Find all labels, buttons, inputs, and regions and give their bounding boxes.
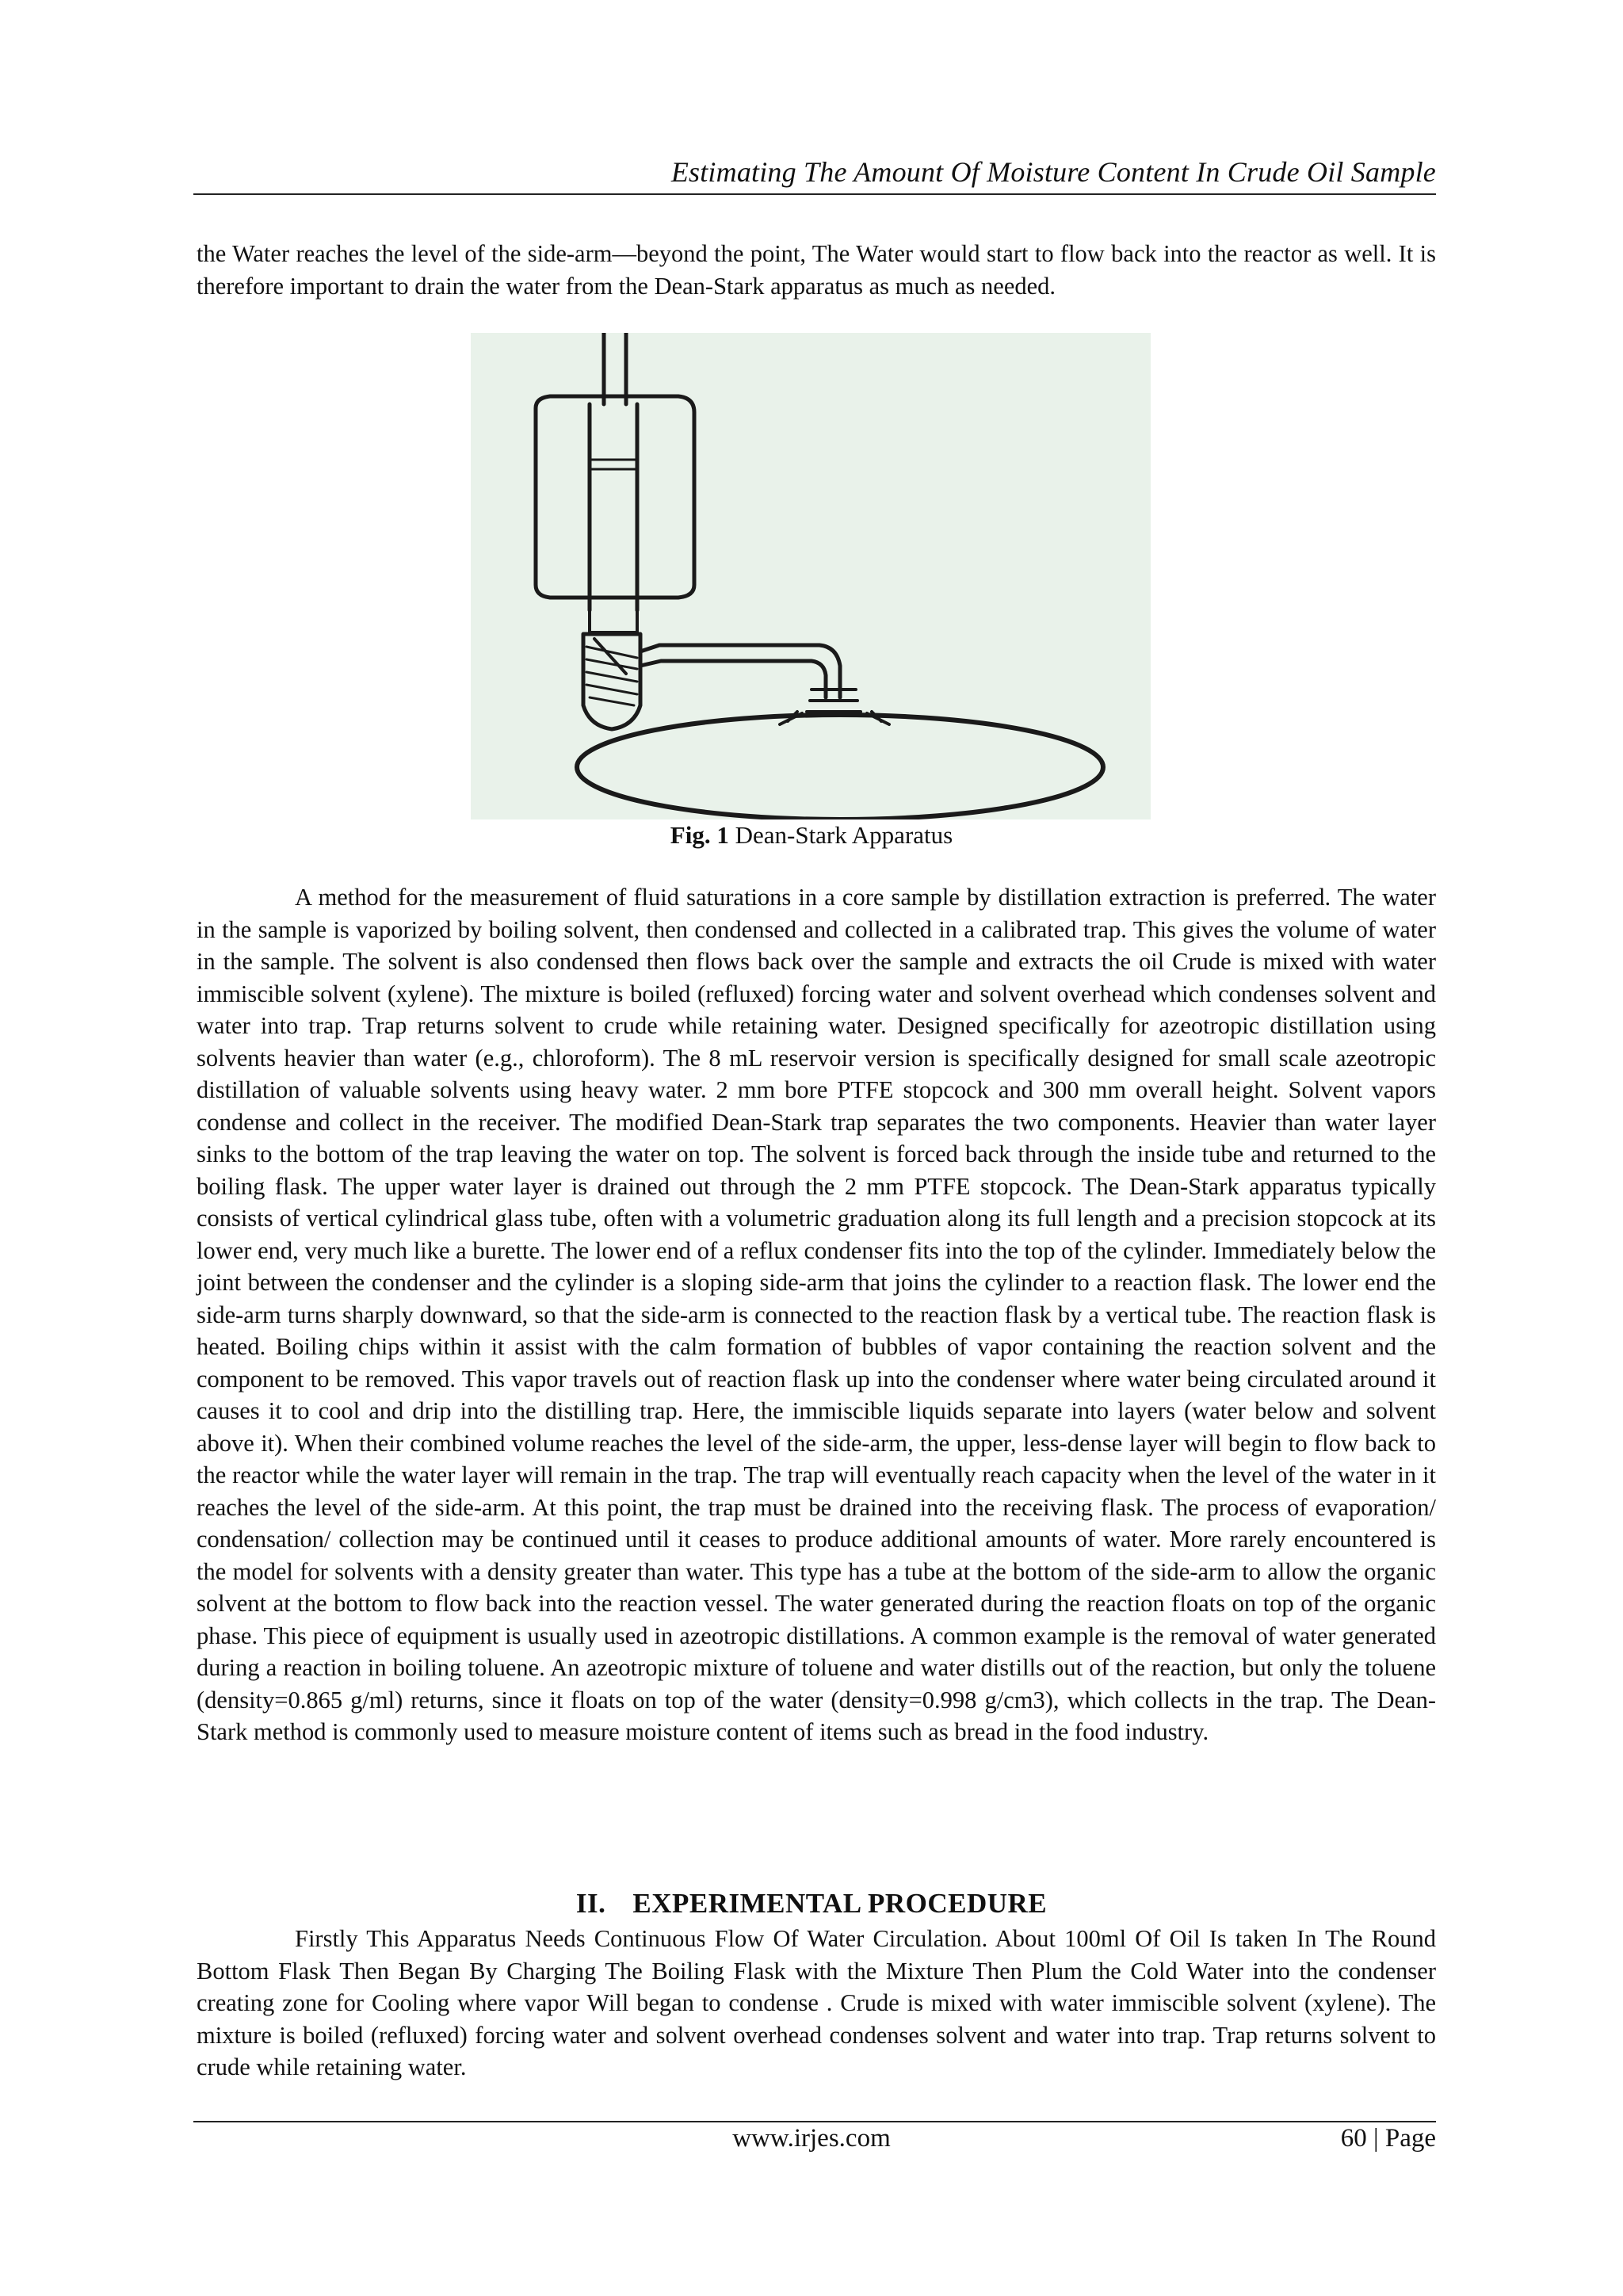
main-paragraph: A method for the measurement of fluid saturations in a core sample by distillation extraction is preferred. The water in the sample is vaporized by boiling solvent, then condensed and collected in a calibrated trap. This gives the volume of water in the sample. The solvent is also condensed then flows back over the sample and extracts the oil Crude is mixed with water immiscible solvent (xylene). The mixture is boiled (refluxed) forcing water and solvent overhead which condenses solvent and water into trap. Trap returns solvent to crude while retaining water. Designed specifically for azeotropic distillation using solvents heavier than water (e.g., chloroform). The 8 mL reservoir version is specifically designed for small scale azeotropic distillation of valuable solvents using heavy water. 2 mm bore PTFE stopcock and 300 mm overall height. Solvent vapors condense and collect in the receiver. The modified Dean-Stark trap separates the two components. Heavier than water layer sinks to the bottom of the trap leaving the water on top. The solvent is forced back through the inside tube and returned to the boiling flask. The upper water layer is drained out through the 2 mm PTFE stopcock. The Dean-Stark apparatus typically consists of vertical cylindrical glass tube, often with a volumetric graduation along its full length and a precision stopcock at its lower end, very much like a burette. The lower end of a reflux condenser fits into the top of the cylinder. Immediately below the joint between the condenser and the cylinder is a sloping side-arm that joins the cylinder to a reaction flask. The lower end the side-arm turns sharply downward, so that the side-arm is connected to the reaction flask by a vertical tube. The reaction flask is heated. Boiling chips within it assist with the calm formation of bubbles of vapor containing the reaction solvent and the component to be removed. This vapor travels out of reaction flask up into the condenser where water being circulated around it causes it to cool and drip into the distilling trap. Here, the immiscible liquids separate into layers (water below and solvent above it). When their combined volume reaches the level of the side-arm, the upper, less-dense layer will begin to flow back to the reactor while the water layer will remain in the trap. The trap will eventually reach capacity when the level of the water in it reaches the level of the side-arm. At this point, the trap must be drained into the receiving flask. The process of evaporation/ condensation/ collection may be continued until it ceases to produce additional amounts of water. More rarely encountered is the model for solvents with a density greater than water. This type has a tube at the bottom of the side-arm to allow the organic solvent at the bottom to flow back into the reaction vessel. The water generated during the reaction floats on top of the organic phase. This piece of equipment is usually used in azeotropic distillations. A common example is the removal of water generated during a reaction in boiling toluene. An azeotropic mixture of toluene and water distills out of the reaction, but only the toluene (density=0.865 g/ml) returns, since it floats on top of the water (density=0.998 g/cm3), which collects in the trap. The Dean-Stark method is commonly used to measure moisture content of items such as bread in the food industry. [197, 884, 1436, 1745]
dean-stark-figure [471, 333, 1151, 819]
intro-paragraph: the Water reaches the level of the side-arm—beyond the point, The Water would start to flow back into the reactor as well. It is therefore important to drain the water from the Dean-Stark apparatus as much as needed. [197, 240, 1436, 300]
figure-caption-label: Fig. 1 [670, 821, 729, 849]
condenser-jacket [536, 396, 694, 598]
procedure-paragraph: Firstly This Apparatus Needs Continuous Flow Of Water Circulation. About 100ml Of Oil Is taken In The Round Bottom Flask Then Began By Charging The Boiling Flask with the Mixture Then Plum the Cold Water into the condenser creating zone for Cooling where vapor Will began to condense . Crude is mixed with water immiscible solvent (xylene). The mixture is boiled (refluxed) forcing water and solvent overhead condenses solvent and water into trap. Trap returns solvent to crude while retaining water. [197, 1925, 1436, 2080]
section-title: EXPERIMENTAL PROCEDURE [632, 1888, 1048, 1919]
figure-caption-text: Dean-Stark Apparatus [728, 821, 953, 849]
procedure-paragraph-block [197, 1923, 1436, 2084]
running-header-title: Estimating The Amount Of Moisture Content In Crude Oil Sample [670, 156, 1436, 188]
flask-collar [807, 690, 861, 712]
condenser-inner-tube [590, 404, 637, 610]
trap-graduations [586, 647, 637, 705]
footer-rule [193, 2121, 1436, 2122]
section-heading [0, 1888, 1623, 1920]
trap-neck [590, 610, 637, 632]
trap-inner-diagonal [594, 639, 626, 674]
reaction-flask [577, 715, 1103, 819]
dean-stark-apparatus-diagram [471, 333, 1151, 819]
footer-page-number: 60 | Page [1340, 2124, 1436, 2153]
condenser-top-tube [604, 333, 626, 404]
figure-caption [0, 821, 1623, 850]
section-number: II. [575, 1888, 606, 1919]
footer-website: www.irjes.com [732, 2124, 891, 2153]
condenser-inner-ring [590, 460, 637, 469]
main-paragraph-block [197, 881, 1436, 1748]
header-rule [193, 193, 1436, 195]
intro-paragraph-block [197, 238, 1436, 302]
